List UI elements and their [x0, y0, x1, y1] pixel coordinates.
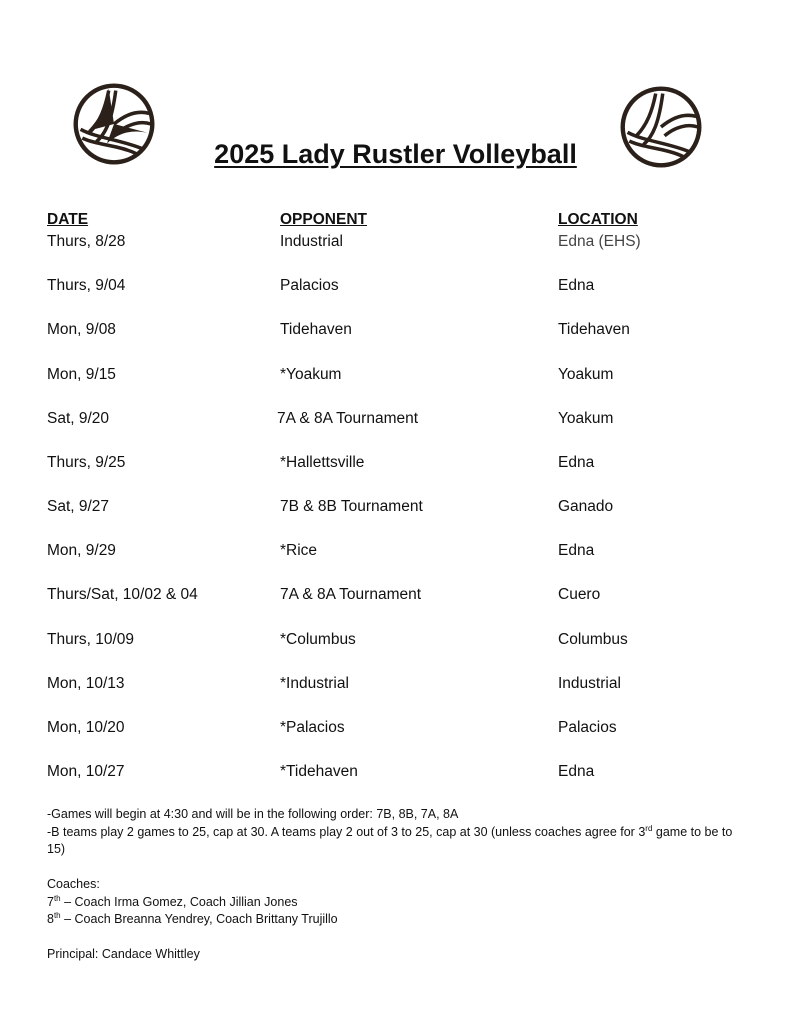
table-row: [0, 631, 791, 651]
schedule-notes: [47, 806, 747, 964]
game-date: Mon, 10/20: [47, 719, 125, 736]
game-date: Mon, 10/27: [47, 763, 125, 780]
game-date: Sat, 9/27: [47, 498, 110, 515]
game-opponent: *Hallettsville: [280, 454, 365, 471]
header-location: LOCATION: [558, 211, 638, 228]
game-location: Edna: [558, 454, 595, 471]
game-date: Mon, 9/29: [47, 542, 116, 559]
game-date: Thurs, 9/25: [47, 454, 126, 471]
game-location: Industrial: [558, 675, 621, 692]
game-opponent: Palacios: [280, 277, 339, 294]
note-format-text-b: game to be to 15): [47, 824, 733, 856]
page-title: [0, 139, 791, 170]
game-date: Mon, 9/15: [47, 366, 116, 383]
game-location: Ganado: [558, 498, 614, 515]
game-location: Yoakum: [558, 366, 614, 383]
table-row: [0, 277, 791, 297]
coach-grade: 7: [47, 894, 54, 909]
note-format-text-a: -B teams play 2 games to 25, cap at 30. A teams play 2 out of 3 to 25, cap at 30 (unless coaches agree for 3: [47, 824, 646, 839]
header-date: DATE: [47, 211, 89, 228]
game-opponent: *Rice: [280, 542, 318, 559]
game-date: Thurs, 8/28: [47, 233, 126, 250]
table-row: [0, 454, 791, 474]
coaches-7th: [47, 894, 747, 912]
column-headers: [0, 211, 791, 231]
table-row: [0, 675, 791, 695]
game-opponent: 7A & 8A Tournament: [280, 586, 422, 603]
table-row: [0, 321, 791, 341]
game-opponent: 7A & 8A Tournament: [277, 410, 419, 427]
game-date: Thurs, 10/09: [47, 631, 135, 648]
coaches-8th: [47, 911, 747, 929]
coaches-label: Coaches:: [47, 877, 100, 891]
game-date: Sat, 9/20: [47, 410, 110, 427]
game-location: Columbus: [558, 631, 628, 648]
principal: Principal: Candace Whittley: [47, 947, 200, 961]
game-opponent: Tidehaven: [280, 321, 352, 338]
game-opponent: Industrial: [280, 233, 343, 250]
game-location: Edna: [558, 763, 595, 780]
game-date: Mon, 10/13: [47, 675, 125, 692]
table-row: [0, 719, 791, 739]
game-opponent: *Tidehaven: [280, 763, 358, 780]
note-game-format: [47, 824, 747, 859]
table-row: [0, 542, 791, 562]
game-date: Mon, 9/08: [47, 321, 116, 338]
game-opponent: 7B & 8B Tournament: [280, 498, 423, 515]
coach-grade: 8: [47, 912, 54, 926]
game-location: Tidehaven: [558, 321, 630, 338]
game-opponent: *Columbus: [280, 631, 356, 648]
game-location: Edna: [558, 277, 595, 294]
game-location: Cuero: [558, 586, 601, 603]
game-opponent: *Palacios: [280, 719, 345, 736]
game-date: Thurs, 9/04: [47, 277, 126, 294]
note-start-time: -Games will begin at 4:30 and will be in the following order: 7B, 8B, 7A, 8A: [47, 807, 459, 821]
table-row: [0, 410, 791, 430]
table-row: [0, 498, 791, 518]
header-opponent: OPPONENT: [280, 211, 367, 228]
coach-grade-superscript: th: [53, 910, 61, 920]
coach-names: – Coach Breanna Yendrey, Coach Brittany Trujillo: [60, 912, 338, 926]
table-row: [0, 233, 791, 253]
note-format-superscript: rd: [645, 823, 653, 833]
game-location: Edna (EHS): [558, 233, 641, 250]
game-opponent: *Industrial: [280, 675, 349, 692]
game-location: Yoakum: [558, 410, 614, 427]
table-row: [0, 586, 791, 606]
game-location: Edna: [558, 542, 595, 559]
table-row: [0, 763, 791, 783]
coach-grade-superscript: th: [53, 893, 61, 903]
game-opponent: *Yoakum: [280, 366, 342, 383]
game-location: Palacios: [558, 719, 617, 736]
page-title-text: 2025 Lady Rustler Volleyball: [214, 139, 577, 169]
game-date: Thurs/Sat, 10/02 & 04: [47, 586, 198, 603]
table-row: [0, 366, 791, 386]
coach-names: – Coach Irma Gomez, Coach Jillian Jones: [60, 894, 298, 909]
